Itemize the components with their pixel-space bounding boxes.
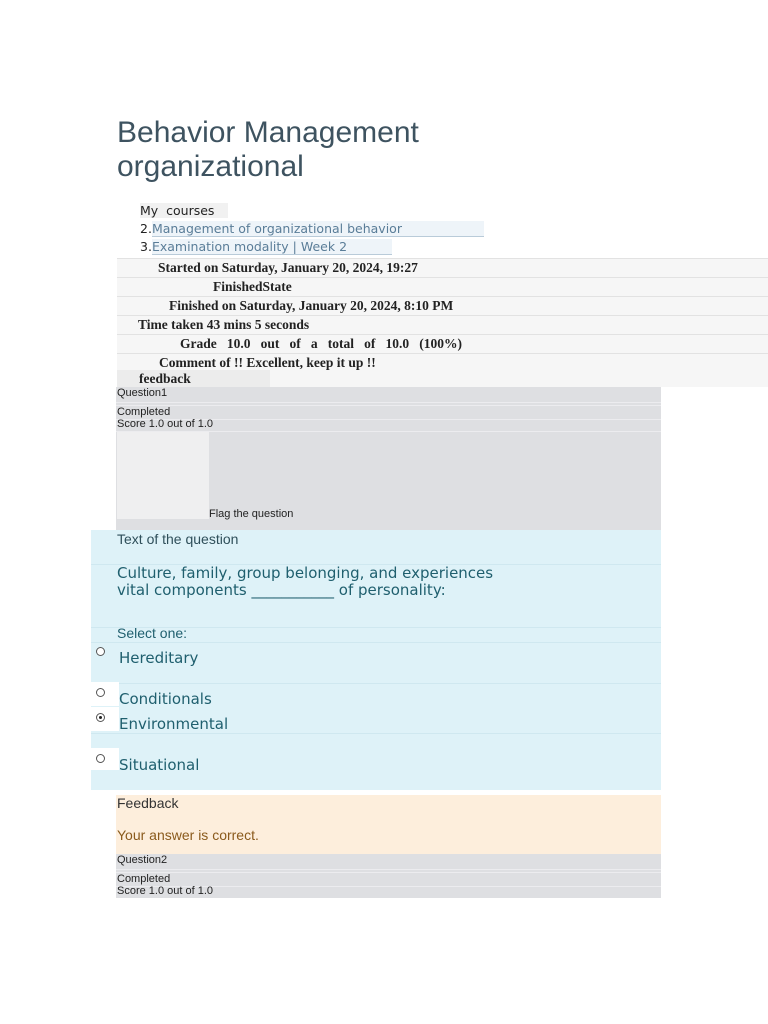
question-score: Score 1.0 out of 1.0 — [117, 885, 214, 897]
breadcrumb-link-exam[interactable]: Examination modality | Week 2 — [152, 239, 392, 255]
radio-button-selected[interactable] — [96, 713, 105, 722]
radio-button[interactable] — [96, 647, 105, 656]
question-status: Completed — [117, 406, 171, 418]
finished-text: Finished on Saturday, January 20, 2024, 8:10 PM — [169, 298, 454, 313]
breadcrumb-item-my-courses[interactable] — [140, 203, 228, 218]
started-text: Started on Saturday, January 20, 2024, 19:27 — [158, 260, 418, 275]
time-taken-text: Time taken 43 mins 5 seconds — [138, 317, 310, 332]
breadcrumb-link-course[interactable]: Management of organizational behavior — [152, 221, 484, 237]
question-status: Completed — [117, 873, 171, 885]
question-text-line-2: vital components ___________ of personality: — [117, 581, 446, 599]
grade-text: Grade 10.0 out of a total of 10.0 (100%) — [180, 336, 462, 351]
question1-content — [91, 530, 661, 790]
comment-text: Comment of !! Excellent, keep it up !! — [159, 355, 376, 370]
option-label[interactable]: Situational — [119, 756, 200, 774]
flag-question-button[interactable]: Flag the question — [209, 508, 294, 520]
question2-info — [116, 854, 661, 898]
option-label[interactable]: Environmental — [119, 715, 229, 733]
summary-row-grade — [117, 334, 768, 353]
breadcrumb-item-course[interactable] — [140, 221, 484, 236]
summary-row-started — [117, 258, 768, 277]
question1-feedback — [116, 795, 661, 854]
feedback-label: feedback — [139, 371, 191, 386]
select-one-label: Select one: — [117, 625, 188, 641]
summary-row-comment — [117, 353, 768, 387]
summary-row-time — [117, 315, 768, 334]
option-label[interactable]: Hereditary — [119, 649, 199, 667]
breadcrumb-item-exam[interactable] — [140, 239, 392, 254]
question-score: Score 1.0 out of 1.0 — [117, 418, 214, 430]
feedback-text: Your answer is correct. — [117, 827, 259, 843]
feedback-heading: Feedback — [117, 795, 179, 811]
breadcrumb-number: 2. — [140, 221, 152, 236]
breadcrumb-label: My courses — [140, 203, 228, 218]
summary-row-state — [117, 277, 768, 296]
question-text-line-1: Culture, family, group belonging, and experiences — [117, 564, 494, 582]
question1-info — [116, 387, 661, 530]
question-number: Question2 — [117, 854, 168, 866]
page-title: Behavior Management organizational — [117, 116, 419, 183]
summary-row-finished — [117, 296, 768, 315]
option-label[interactable]: Conditionals — [119, 690, 212, 708]
flag-checkbox-area — [117, 432, 209, 519]
radio-button[interactable] — [96, 688, 105, 697]
breadcrumb-number: 3. — [140, 239, 152, 254]
question-number: Question1 — [117, 387, 168, 399]
question-text-heading: Text of the question — [117, 531, 239, 547]
state-text: FinishedState — [213, 279, 292, 294]
radio-button[interactable] — [96, 754, 105, 763]
